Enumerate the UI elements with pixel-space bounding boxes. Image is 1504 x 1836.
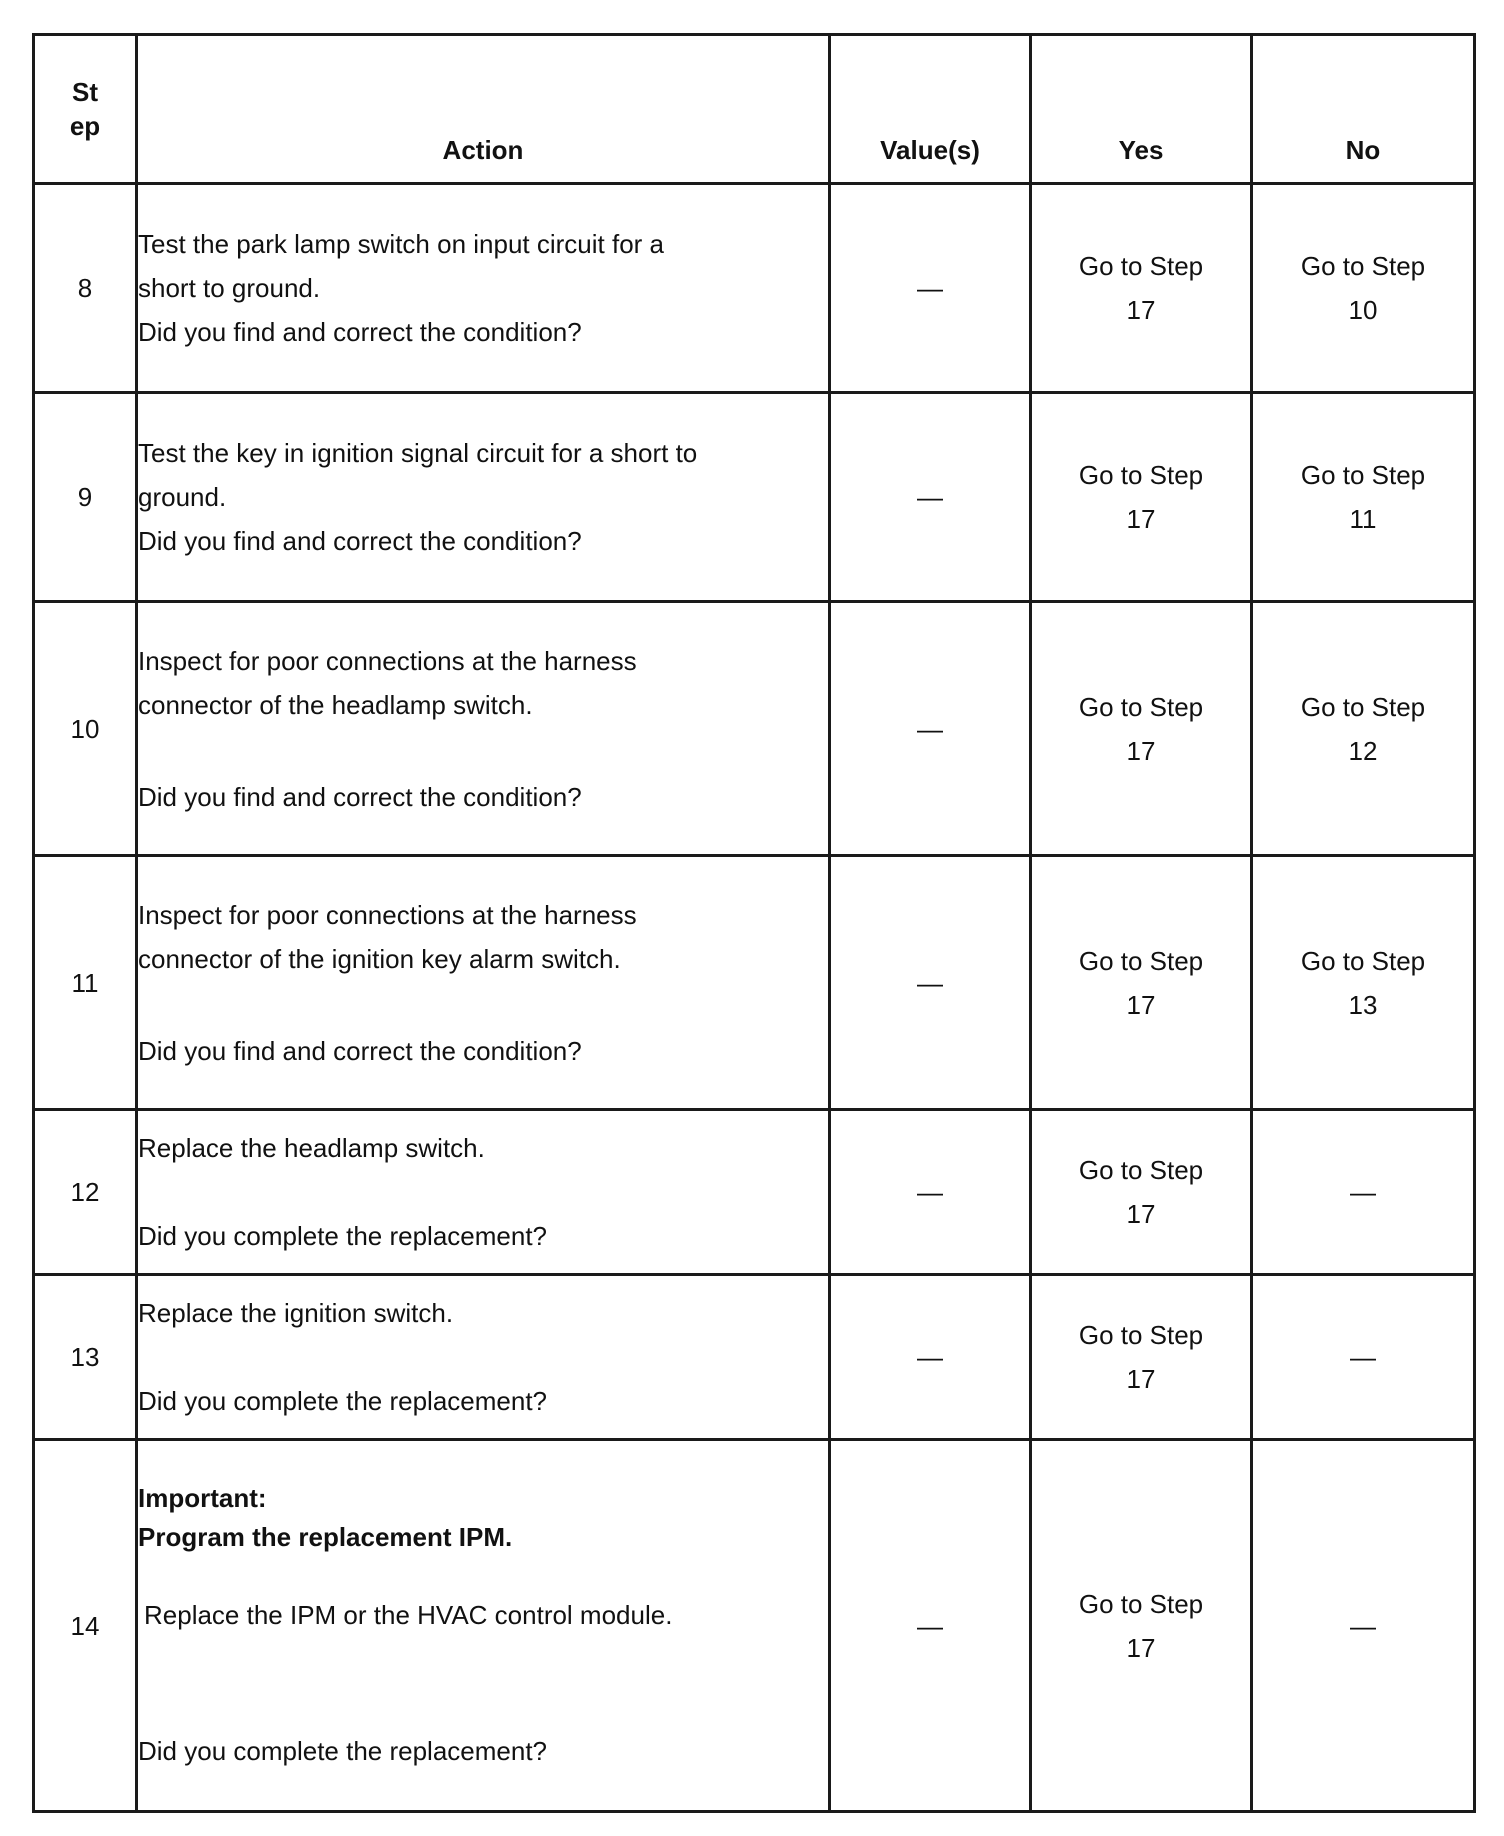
yes-goto-step: 17 [1126,295,1156,325]
table-row [34,1110,1475,1275]
no-cell [1252,393,1475,602]
action-text: Test the park lamp switch on input circuit for a [138,229,665,259]
yes-cell [1031,1440,1252,1812]
action-cell [137,856,830,1110]
table-row [34,184,1475,393]
yes-cell [1031,393,1252,602]
value-cell: — [830,856,1031,1110]
step-number: 8 [34,184,137,393]
no-cell: — [1252,1440,1475,1812]
step-number: 13 [34,1275,137,1440]
action-question: Did you find and correct the condition? [138,1035,582,1066]
no-column-header: No [1252,35,1475,184]
action-question: Did you find and correct the condition? [138,781,582,812]
value-cell: — [830,393,1031,602]
values-column-header: Value(s) [830,35,1031,184]
yes-goto-step: 17 [1126,504,1156,534]
action-cell [137,1110,830,1275]
yes-cell [1031,184,1252,393]
action-text: connector of the ignition key alarm switch. [138,943,621,974]
yes-cell [1031,856,1252,1110]
important-label: Important: [138,1482,267,1513]
diagnostic-table [32,33,1476,1813]
value-cell: — [830,184,1031,393]
step-column-header: St ep [34,35,137,184]
yes-cell [1031,1275,1252,1440]
yes-goto-step: 17 [1126,1364,1156,1394]
action-text: short to ground. [138,273,321,303]
no-goto-label: Go to Step [1300,945,1426,976]
no-cell [1252,602,1475,856]
yes-goto-label: Go to Step [1078,691,1204,722]
yes-goto-label: Go to Step [1078,1588,1204,1619]
action-text: Replace the IPM or the HVAC control module. [144,1599,673,1630]
table-header-row [34,35,1475,184]
action-text: Replace the headlamp switch. [138,1133,485,1163]
spacer [138,727,828,775]
yes-goto-label: Go to Step [1078,1155,1204,1185]
yes-goto-label: Go to Step [1078,1320,1204,1350]
action-question: Did you complete the replacement? [138,1386,548,1416]
yes-goto-step: 17 [1126,735,1156,766]
no-goto-step: 11 [1349,504,1377,534]
action-text: ground. [138,482,227,512]
yes-goto-label: Go to Step [1078,251,1204,281]
yes-goto-step: 17 [1126,1199,1156,1229]
action-cell [137,1440,830,1812]
no-cell: — [1252,1110,1475,1275]
yes-cell [1031,602,1252,856]
action-text: Replace the ignition switch. [138,1298,454,1328]
step-number: 9 [34,393,137,602]
action-text: Inspect for poor connections at the harness [138,645,637,676]
no-goto-label: Go to Step [1300,460,1426,490]
spacer [138,1335,828,1379]
step-number: 10 [34,602,137,856]
no-cell [1252,184,1475,393]
step-number: 14 [34,1440,137,1812]
action-cell [137,393,830,602]
spacer [138,981,828,1029]
important-text: Program the replacement IPM. [138,1521,513,1552]
yes-column-header: Yes [1031,35,1252,184]
yes-goto-step: 17 [1126,1632,1156,1663]
no-goto-step: 13 [1348,989,1378,1020]
no-goto-step: 10 [1348,295,1378,325]
action-question: Did you complete the replacement? [138,1735,548,1766]
action-text: Test the key in ignition signal circuit for a short to [138,438,698,468]
value-cell: — [830,1440,1031,1812]
table-row [34,856,1475,1110]
action-question: Did you find and correct the condition? [138,317,582,347]
action-text: Inspect for poor connections at the harness [138,899,637,930]
table-row [34,602,1475,856]
yes-goto-label: Go to Step [1078,460,1204,490]
action-question: Did you find and correct the condition? [138,526,582,556]
action-question: Did you complete the replacement? [138,1221,548,1251]
action-cell [137,1275,830,1440]
no-cell [1252,856,1475,1110]
spacer [138,1170,828,1214]
action-column-header: Action [137,35,830,184]
yes-goto-step: 17 [1126,989,1156,1020]
action-cell [137,602,830,856]
no-goto-step: 12 [1348,735,1378,766]
yes-cell [1031,1110,1252,1275]
no-goto-label: Go to Step [1300,691,1426,722]
spacer [138,1557,828,1593]
action-text: connector of the headlamp switch. [138,689,533,720]
step-number: 12 [34,1110,137,1275]
yes-goto-label: Go to Step [1078,945,1204,976]
table-row [34,1440,1475,1812]
step-number: 11 [34,856,137,1110]
action-cell [137,184,830,393]
value-cell: — [830,1275,1031,1440]
no-goto-label: Go to Step [1300,251,1426,281]
table-row [34,393,1475,602]
value-cell: — [830,602,1031,856]
table-row [34,1275,1475,1440]
value-cell: — [830,1110,1031,1275]
spacer [138,1637,828,1729]
no-cell: — [1252,1275,1475,1440]
